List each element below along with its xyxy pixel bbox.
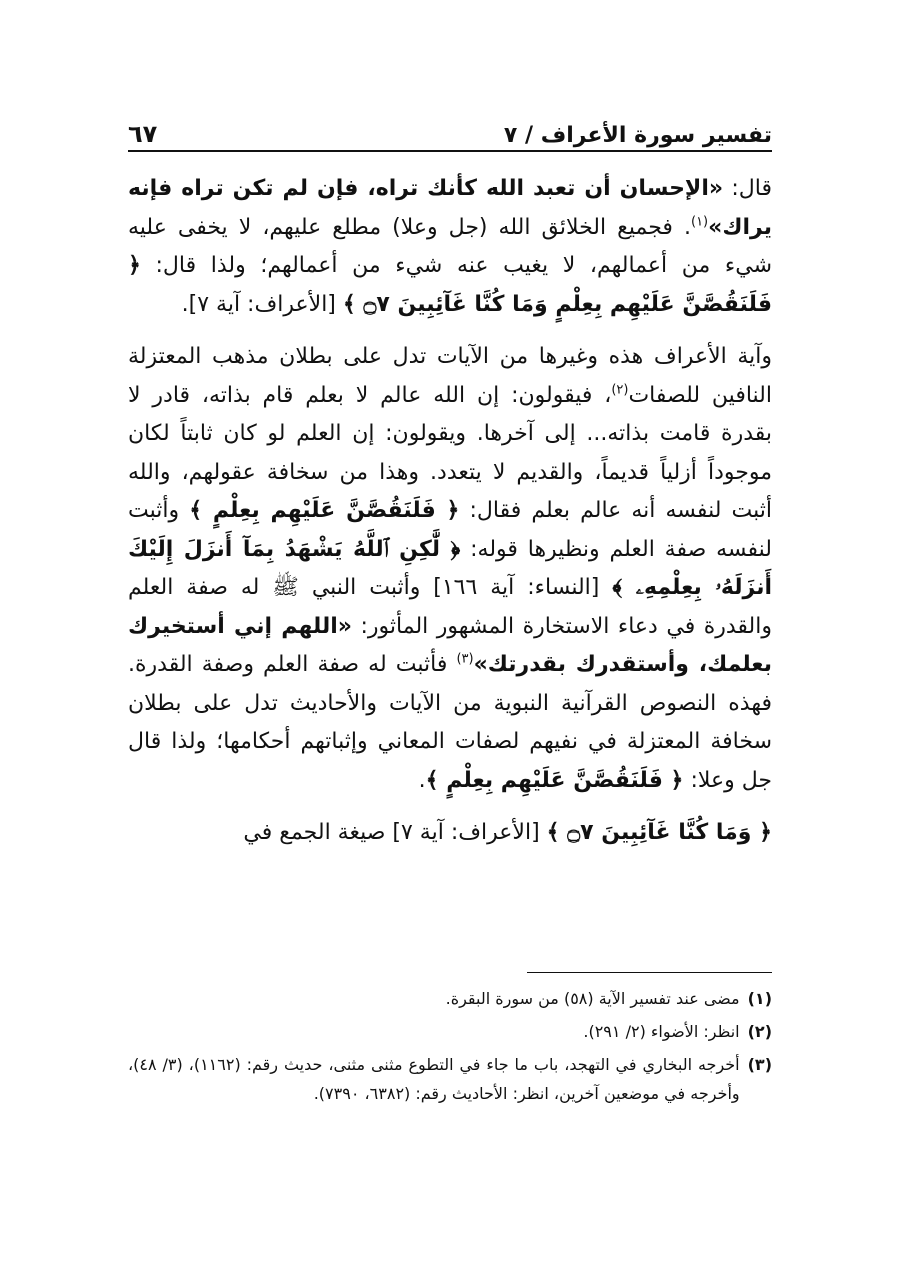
p2-text-e: فأثبت له صفة العلم وصفة القدرة. فهذه النصوص القرآنية النبوية من الآيات والأحاديث تدل على بطلان سخافة المعتزلة في نفيهم لصفات المعاني وإثباتهم أحكامها؛ ولذا قال جل وعلا: [128, 652, 772, 793]
p1-text: . فجميع الخلائق الله (جل وعلا) مطلع عليهم، لا يخفى عليه شيء من أعمالهم، لا يغيب عنه شيء من أعمالهم؛ ولذا قال: [128, 214, 772, 278]
footnote-number: (٣) [747, 1055, 772, 1074]
footnote-item [128, 1050, 772, 1108]
p2-text-d: [النساء: آية ١٦٦] وأثبت النبي ﷺ له صفة العلم والقدرة في دعاء الاستخارة المشهور المأثور: [128, 575, 772, 639]
quran-verse: ﴿ وَمَا كُنَّا غَآئِبِينَ ۝٧ ﴾ [546, 820, 772, 845]
footnote-ref-3[interactable]: (٣) [456, 651, 474, 667]
p2-text-a: وآية الأعراف هذه وغيرها من الآيات تدل على بطلان مذهب المعتزلة النافين للصفات [128, 344, 772, 408]
footnote-divider [527, 972, 772, 973]
p2-tail: . [418, 767, 426, 793]
quran-verse: ﴿ فَلَنَقُصَّنَّ عَلَيْهِم بِعِلْمٍ وَمَا كُنَّا غَآئِبِينَ ۝٧ ﴾ [128, 253, 772, 317]
p1-tail: [الأعراف: آية ٧]. [181, 291, 343, 317]
p3-text: [الأعراف: آية ٧] صيغة الجمع في [243, 820, 547, 845]
p2-text-b: ، فيقولون: إن الله عالم لا بعلم قام بذاته، قادر لا بقدرة قامت بذاته... إلى آخرها. ويقولون: إن العلم لو كان ثابتاً لكان موجوداً أزلياً قديماً، والقديم لا يتعدد. وهذا من سخافة عقولهم، والله أثبت لنفسه أنه عالم بعلم فقال: [128, 382, 772, 523]
footnote-text: أخرجه البخاري في التهجد، باب ما جاء في التطوع مثنى مثنى، حديث رقم: (١١٦٢)، (٣/ ٤٨)، وأخرجه في موضعين آخرين، انظر: الأحاديث رقم: (٦٣٨٢، ٧٣٩٠). [128, 1055, 740, 1103]
page-number: ٦٧ [128, 120, 158, 148]
quran-verse: ﴿ فَلَنَقُصَّنَّ عَلَيْهِم بِعِلْمٍ ﴾ [425, 767, 684, 793]
p2-text-c: وأثبت لنفسه صفة العلم ونظيرها قوله: [128, 498, 772, 562]
footnote-number: (٢) [747, 1022, 772, 1041]
quran-verse: ﴿ فَلَنَقُصَّنَّ عَلَيْهِم بِعِلْمٍ ﴾ [189, 498, 460, 523]
footnote-item [128, 1017, 772, 1046]
footnote-number: (١) [747, 989, 772, 1008]
hadith-quote: «الإحسان أن تعبد الله كأنك تراه، فإن لم تكن تراه فإنه يراك» [128, 176, 772, 240]
hadith-quote: «اللهم إني أستخيرك بعلمك، وأستقدرك بقدرتك» [128, 613, 772, 677]
footnote-ref-2[interactable]: (٢) [611, 382, 629, 398]
paragraph-1 [128, 170, 772, 324]
page-header [128, 108, 772, 148]
footnote-item [128, 984, 772, 1013]
footnote-text: مضى عند تفسير الآية (٥٨) من سورة البقرة. [445, 989, 740, 1008]
quran-verse: ﴿ لَّٰكِنِ ٱللَّهُ يَشْهَدُ بِمَآ أَنزَلَ إِلَيْكَ أَنزَلَهُۥ بِعِلْمِهِۦ ﴾ [128, 536, 773, 600]
paragraph-2 [128, 338, 772, 800]
paragraph-3 [128, 814, 772, 853]
footnote-ref-1[interactable]: (١) [690, 214, 709, 230]
p1-intro: قال: [723, 176, 772, 201]
running-title: تفسير سورة الأعراف / ٧ [503, 123, 772, 148]
main-text [128, 170, 772, 867]
footnotes [128, 984, 772, 1112]
header-divider [128, 150, 772, 152]
footnote-text: انظر: الأضواء (٢/ ٢٩١). [583, 1022, 740, 1041]
